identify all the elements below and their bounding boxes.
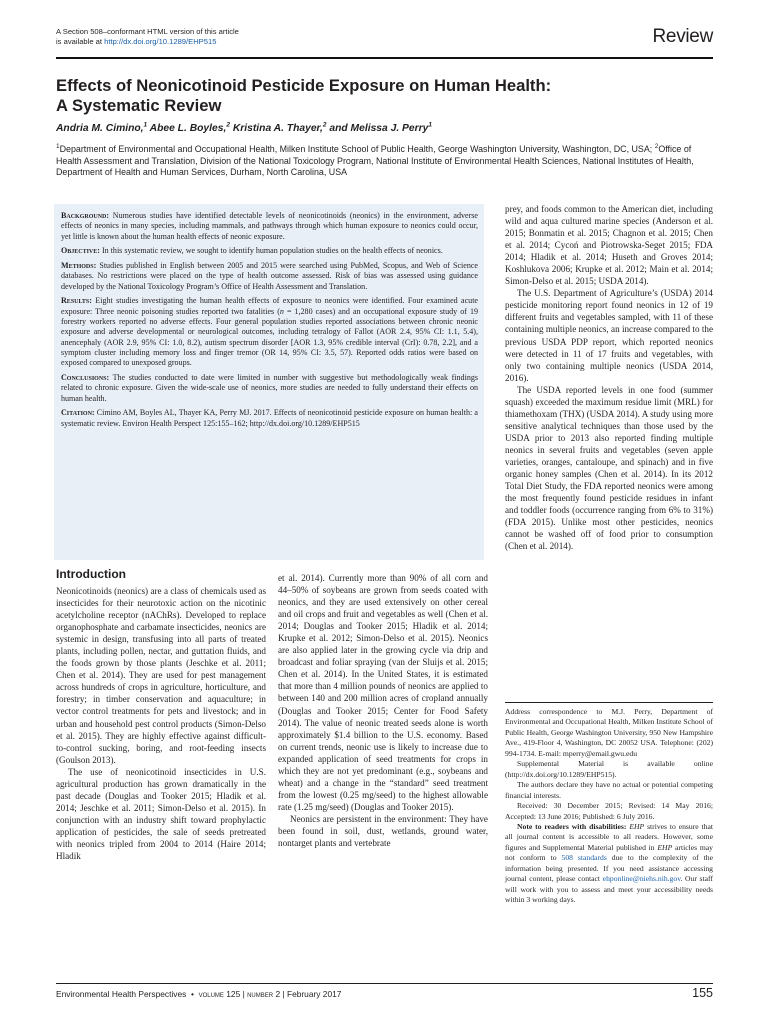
abstract [61,211,478,433]
correspondence-block [505,707,713,906]
header-rule [56,57,713,59]
supplemental-note: Supplemental Material is available online (http://dx.doi.org/10.1289/EHP515). [505,759,713,779]
journal-footer: Environmental Health Perspectives • volume 125 | number 2 | February 2017 [56,989,342,999]
article-title-line1: Effects of Neonicotinoid Pesticide Exposure on Human Health: [56,76,552,95]
body-paragraph: Neonics are persistent in the environment: They have been found in soil, dust, wetlands, ground water, nontarget plants and vertebrate [278,813,488,849]
html-version-note-line2: is available at http://dx.doi.org/10.1289/EHP515 [56,37,217,46]
author: Abee L. Boyles,$^2$ [149,122,230,135]
page-number: 155 [692,986,713,1000]
accessibility-note: Note to readers with disabilities: EHP strives to ensure that all journal content is accessible to all readers. However, some figures and Supplemental Material published in EHP articles may not conform to 508 standards due to the complexity of the information being presented. If you need assistance accessing journal content, please contact ehponline@niehs.nih.gov. Our staff will work with you to assess and meet your accessibility needs within 3 working days. [505,821,713,905]
508-standards-link[interactable]: 508 standards [561,853,607,863]
article-title-line2: A Systematic Review [56,95,222,115]
body-column-3 [505,203,713,552]
abstract-citation: Citation: Cimino AM, Boyles AL, Thayer KA, Perry MJ. 2017. Effects of neonicotinoid pesticide exposure on human health: a systematic review. Environ Health Perspect 125:155–162; http://dx.doi.org/10.1289/EHP515 [61,408,478,428]
doi-link[interactable]: http://dx.doi.org/10.1289/EHP515 [104,37,217,46]
body-paragraph: The USDA reported levels in one food (summer squash) exceeded the maximum residue limit (MRL) for thiamethoxam (THX) (USDA 2014). A study using more sensitive analytical techniques than those used by the USDA prior to 2013 also reported finding multiple neonics in several fruits and vegetables (seven apple varieties, oranges, cantaloupe, and spinach) and in five organic honey samples (Chen et al. 2014). In its 2012 Total Diet Study, the FDA reported neonics were among the most frequently found pesticide residues in infant and toddler foods (occurrence ranging from 6% to 31%) (FDA 2015). Unlike most other pesticides, neonics cannot be washed off of food prior to consumption (Chen et al. 2014). [505,384,713,552]
correspondence-rule [505,702,713,703]
correspondence-address: Address correspondence to M.J. Perry, Department of Environmental and Occupational Health, Milken Institute School of Public Health, George Washington University, 950 New Hampshire Ave., 419-Floor 4, Washington, DC 20052 USA. Telephone: (202) 994-1734. E-mail: mperry@email.gwu.edu [505,707,713,758]
abstract-background: Background: Numerous studies have identified detectable levels of neonicotinoids (neonics) in the environment, adverse effects of neonics in many species, including mammals, and pathways through which human exposure to neonics could occur, yet little is known about the human health effects of neonic exposure. [61,211,478,241]
affiliations: $^1$Department of Environmental and Occupational Health, Milken Institute School of Public Health, George Washington University, Washington, DC, USA; $^2$Office of Health Assessment and Translation, Division of the National Toxicology Program, National Institute of Environmental Health Sciences, National Institutes of Health, Department of Health and Human Services, Durham, North Carolina, USA [56,143,694,178]
author-list [56,122,706,134]
body-paragraph: prey, and foods common to the American diet, including wild and aqua cultured marine species (Anderson et al. 2015; Bonmatin et al. 2015; Chagnon et al. 2015; Chen et al. 2014; Cycoń and Piotrowska-Seget 2015; FDA 2014; Hladik et al. 2014; Huseth and Groves 2014; Koshlukova 2006; Krupke et al. 2012; Main et al. 2014; Simon-Delso et al. 2015; USDA 2014). [505,204,713,287]
html-version-note-line1: A Section 508–conformant HTML version of this article [56,27,239,36]
introduction-heading: Introduction [56,567,126,581]
abstract-conclusions: Conclusions: The studies conducted to date were limited in number with suggestive but methodologically weak findings related to chronic exposure. Given the wide-scale use of neonics, more studies are needed to fully understand their effects on human health. [61,373,478,403]
author: and Melissa J. Perry$^1$ [329,122,433,135]
body-paragraph: Neonicotinoids (neonics) are a class of chemicals used as insecticides for their neurotoxic action on the nicotinic acetylcholine receptor (nAChRs). Developed to replace organophosphate and carbamate insecticides, neonics are systemic in design, transfusing into all parts of treated plants, including pollen, nectar, and guttation fluids, and the foods grown by those plants (Jeschke et al. 2011; Chen et al. 2014). They are used for pest management across hundreds of crops in agriculture, horticulture, and forestry; in timber conservation and aquaculture; in vector control treatments for pets and livestock; and in urban and household pest control products (Simon-Delso et al. 2015). They are highly effective against difficult-to-control sucking, boring, and root-feeding insects (Goulson 2013). [56,586,266,765]
abstract-results: Results: Eight studies investigating the human health effects of exposure to neonics were identified. Four examined acute exposure: Three neonic poisoning studies reported two fatalities (n = 1,280 cases) and an occupational exposure study of 19 forestry workers reported no adverse effects. Four general population studies reported associations between chronic neonic exposure and adverse developmental or neurological outcomes, including tetralogy of Fallot (AOR 2.4, 95% CI: 1.1, 5.4), anencephaly (AOR 2.9, 95% CI: 1.0, 8.2), autism spectrum disorder [AOR 1.3, 95% credible interval (CrI): 0.78, 2.2], and a symptom cluster including memory loss and finger tremor (OR 14, 95% CI: 3.5, 57). Reported odds ratios were based on exposed compared to unexposed groups. [61,296,478,368]
body-column-2 [278,572,488,849]
author: Kristina A. Thayer,$^2$ [232,122,327,135]
footer-rule [56,983,713,984]
body-paragraph: The U.S. Department of Agriculture’s (USDA) 2014 pesticide monitoring report found neonics in 12 of 19 different fruits and vegetables sampled, with 11 of these containing multiple neonics, an increase compared to the previous USDA PDP report, which reported neonics were detected in 11 of 17 fruits and vegetables, with only two containing multiple neonics (USDA 2014, 2016). [505,288,713,383]
article-title [56,76,706,115]
body-column-1 [56,585,266,862]
section-label: Review [652,26,713,47]
abstract-objective: Objective: In this systematic review, we sought to identify human population studies on the health effects of neonics. [61,246,443,256]
author: Andria M. Cimino,$^1$ [56,122,148,135]
html-version-note [56,27,386,47]
body-paragraph: et al. 2014). Currently more than 90% of all corn and 44–50% of soybeans are grown from seeds coated with neonics, and they are used extensively on other cereal and oil crops and fruit and vegetables as well (Chen et al. 2014; Douglas and Tooker 2015; Hladik et al. 2014; Krupke et al. 2012; Simon-Delso et al. 2015). Neonics are also applied later in the growing cycle via drip and broadcast and foliar spraying (van der Sluijs et al. 2015; Chen et al. 2014). In the United States, it is estimated that more than 4 million pounds of neonics are applied to between 140 and 200 million acres of cropland annually (Douglas and Tooker 2015; Center for Food Safety 2014). The value of neonic treated seeds alone is worth approximately $1.4 billion to the U.S. economy. Based on current trends, neonic use is likely to increase due to expanded application of seed treatments for crops in which they are not yet predominant (e.g., soybeans and wheat) and a change in the “standard” seed treatment from the lowest (0.25 mg/seed) to the highest allowable rate (1.25 mg/seed) (Douglas and Tooker 2015). [278,573,488,812]
body-paragraph: The use of neonicotinoid insecticides in U.S. agricultural production has grown dramatically in the past decade (Douglas and Tooker 2015; Hladik et al. 2014; Jeschke et al. 2011; Simon-Delso et al. 2015). In conjunction with an industry shift toward prophylactic application of pesticides, the sale of seeds pretreated with neonics tripled from 2004 to 2014 (Haire 2014; Hladik [56,766,266,862]
article-dates: Received: 30 December 2015; Revised: 14 May 2016; Accepted: 13 June 2016; Published: 6 July 2016. [505,801,713,821]
abstract-methods: Methods: Studies published in English between 2005 and 2015 were searched using PubMed, Scopus, and Web of Science databases. No restrictions were placed on the type of health outcome assessed. Risk of bias was assessed using guidance developed by the National Toxicology Program’s Office of Health Assessment and Translation. [61,260,478,291]
ehp-email-link[interactable]: ehponline@niehs.nih.gov [602,874,681,884]
competing-interests: The authors declare they have no actual or potential competing financial interests. [505,780,713,800]
journal-name: Environmental Health Perspectives [56,989,187,999]
